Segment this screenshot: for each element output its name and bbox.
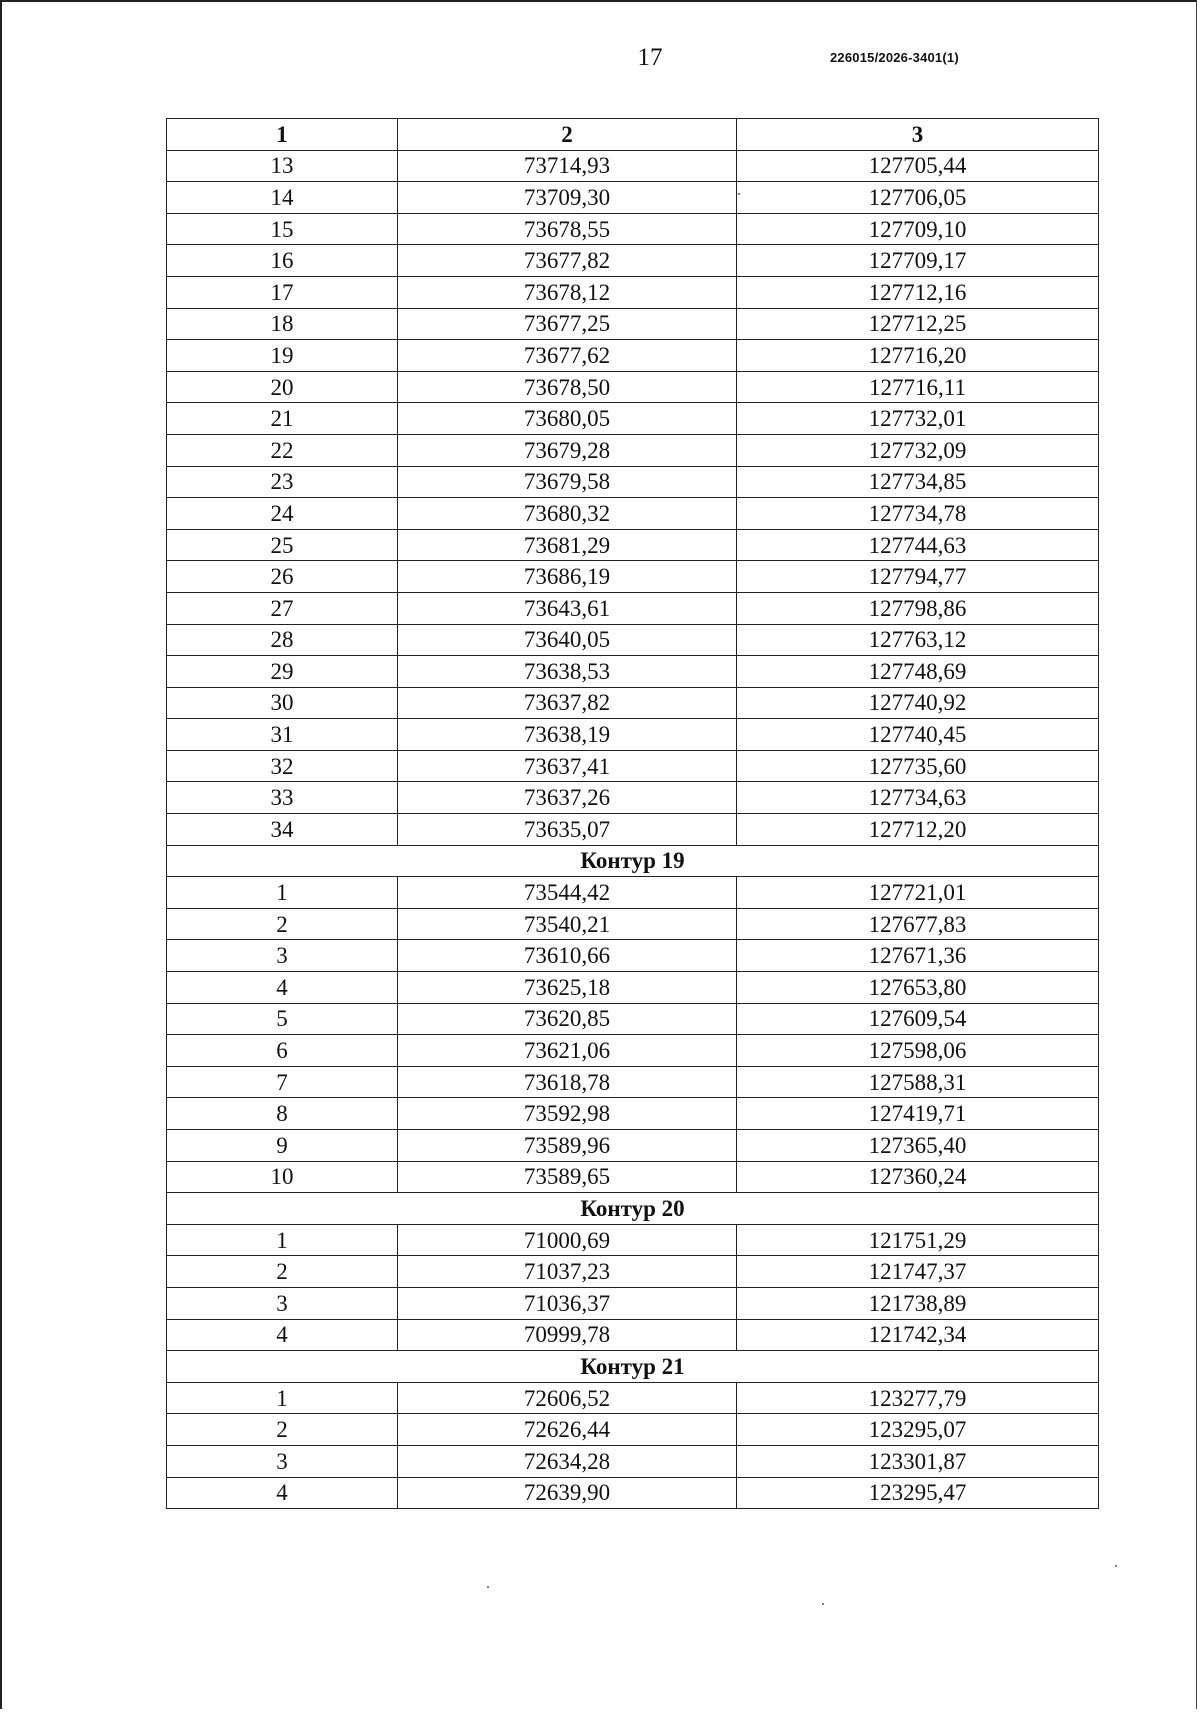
point-number-cell: 33 [167,782,398,814]
point-number-cell: 34 [167,814,398,846]
y-coordinate-cell: 123295,47 [737,1477,1099,1509]
x-coordinate-cell: 73589,96 [398,1130,737,1162]
table-row [167,1224,1099,1256]
y-coordinate-cell: 123295,07 [737,1414,1099,1446]
y-coordinate-cell: 127671,36 [737,940,1099,972]
y-coordinate-cell: 127740,45 [737,719,1099,751]
point-number-cell: 5 [167,1003,398,1035]
point-number-cell: 1 [167,877,398,909]
x-coordinate-cell: 71036,37 [398,1287,737,1319]
y-coordinate-cell: 127598,06 [737,1035,1099,1067]
y-coordinate-cell: 127716,20 [737,340,1099,372]
y-coordinate-cell: 127734,78 [737,498,1099,530]
point-number-cell: 13 [167,150,398,182]
x-coordinate-cell: 73638,19 [398,719,737,751]
point-number-cell: 4 [167,972,398,1004]
point-number-cell: 6 [167,1035,398,1067]
point-number-cell: 8 [167,1098,398,1130]
table-row [167,972,1099,1004]
contour-title: Контур 21 [167,1351,1099,1383]
table-row [167,308,1099,340]
table-row [167,434,1099,466]
table-row [167,1066,1099,1098]
x-coordinate-cell: 73709,30 [398,182,737,214]
point-number-cell: 24 [167,498,398,530]
table-row [167,1256,1099,1288]
y-coordinate-cell: 127734,63 [737,782,1099,814]
point-number-cell: 25 [167,529,398,561]
x-coordinate-cell: 73714,93 [398,150,737,182]
y-coordinate-cell: 121747,37 [737,1256,1099,1288]
table-row [167,1035,1099,1067]
scan-speck [487,1586,489,1588]
x-coordinate-cell: 73677,62 [398,340,737,372]
x-coordinate-cell: 73635,07 [398,814,737,846]
contour-section-row [167,1193,1099,1225]
point-number-cell: 3 [167,940,398,972]
x-coordinate-cell: 73681,29 [398,529,737,561]
table-row [167,561,1099,593]
x-coordinate-cell: 73618,78 [398,1066,737,1098]
point-number-cell: 29 [167,656,398,688]
x-coordinate-cell: 71037,23 [398,1256,737,1288]
point-number-cell: 1 [167,1224,398,1256]
y-coordinate-cell: 127712,16 [737,276,1099,308]
y-coordinate-cell: 127732,01 [737,403,1099,435]
y-coordinate-cell: 127794,77 [737,561,1099,593]
table-row [167,592,1099,624]
point-number-cell: 18 [167,308,398,340]
table-row [167,1161,1099,1193]
y-coordinate-cell: 123277,79 [737,1382,1099,1414]
y-coordinate-cell: 127735,60 [737,750,1099,782]
document-code: 226015/2026-3401(1) [830,50,959,65]
x-coordinate-cell: 73679,28 [398,434,737,466]
y-coordinate-cell: 127798,86 [737,592,1099,624]
y-coordinate-cell: 127734,85 [737,466,1099,498]
x-coordinate-cell: 73678,12 [398,276,737,308]
table-row [167,1445,1099,1477]
column-header-point: 1 [167,119,398,151]
x-coordinate-cell: 73680,32 [398,498,737,530]
point-number-cell: 9 [167,1130,398,1162]
y-coordinate-cell: 127653,80 [737,972,1099,1004]
y-coordinate-cell: 127609,54 [737,1003,1099,1035]
y-coordinate-cell: 127721,01 [737,877,1099,909]
y-coordinate-cell: 127360,24 [737,1161,1099,1193]
x-coordinate-cell: 71000,69 [398,1224,737,1256]
y-coordinate-cell: 127732,09 [737,434,1099,466]
column-header-x: 2 [398,119,737,151]
scan-speck [1115,1565,1117,1567]
table-row [167,1382,1099,1414]
point-number-cell: 19 [167,340,398,372]
x-coordinate-cell: 72634,28 [398,1445,737,1477]
scan-speck [822,1603,824,1605]
table-row [167,371,1099,403]
table-row [167,624,1099,656]
table-row [167,877,1099,909]
y-coordinate-cell: 127763,12 [737,624,1099,656]
x-coordinate-cell: 72606,52 [398,1382,737,1414]
x-coordinate-cell: 73677,25 [398,308,737,340]
x-coordinate-cell: 73643,61 [398,592,737,624]
y-coordinate-cell: 123301,87 [737,1445,1099,1477]
point-number-cell: 4 [167,1477,398,1509]
x-coordinate-cell: 73637,82 [398,687,737,719]
point-number-cell: 3 [167,1287,398,1319]
y-coordinate-cell: 121751,29 [737,1224,1099,1256]
point-number-cell: 20 [167,371,398,403]
y-coordinate-cell: 127712,20 [737,814,1099,846]
x-coordinate-cell: 73621,06 [398,1035,737,1067]
table-row [167,1098,1099,1130]
x-coordinate-cell: 73620,85 [398,1003,737,1035]
point-number-cell: 27 [167,592,398,624]
point-number-cell: 2 [167,1414,398,1446]
point-number-cell: 17 [167,276,398,308]
y-coordinate-cell: 121738,89 [737,1287,1099,1319]
point-number-cell: 22 [167,434,398,466]
x-coordinate-cell: 73678,55 [398,213,737,245]
table-row [167,908,1099,940]
column-header-y: 3 [737,119,1099,151]
table-row [167,150,1099,182]
point-number-cell: 16 [167,245,398,277]
x-coordinate-cell: 73680,05 [398,403,737,435]
point-number-cell: 21 [167,403,398,435]
point-number-cell: 32 [167,750,398,782]
point-number-cell: 2 [167,908,398,940]
contour-title: Контур 20 [167,1193,1099,1225]
table-row [167,1003,1099,1035]
x-coordinate-cell: 73544,42 [398,877,737,909]
table-row [167,403,1099,435]
x-coordinate-cell: 73679,58 [398,466,737,498]
y-coordinate-cell: 127740,92 [737,687,1099,719]
x-coordinate-cell: 73589,65 [398,1161,737,1193]
table-row [167,276,1099,308]
contour-title: Контур 19 [167,845,1099,877]
table-row [167,1287,1099,1319]
page-number: 17 [637,44,663,71]
point-number-cell: 4 [167,1319,398,1351]
x-coordinate-cell: 72639,90 [398,1477,737,1509]
x-coordinate-cell: 73678,50 [398,371,737,403]
point-number-cell: 14 [167,182,398,214]
x-coordinate-cell: 73637,41 [398,750,737,782]
x-coordinate-cell: 73610,66 [398,940,737,972]
y-coordinate-cell: 127712,25 [737,308,1099,340]
table-row [167,213,1099,245]
point-number-cell: 23 [167,466,398,498]
point-number-cell: 7 [167,1066,398,1098]
point-number-cell: 10 [167,1161,398,1193]
table-row [167,656,1099,688]
table-row [167,498,1099,530]
table-header-row [167,119,1099,151]
table-row [167,1414,1099,1446]
x-coordinate-cell: 73677,82 [398,245,737,277]
coordinates-table [166,118,1099,1509]
point-number-cell: 1 [167,1382,398,1414]
point-number-cell: 26 [167,561,398,593]
x-coordinate-cell: 70999,78 [398,1319,737,1351]
x-coordinate-cell: 73540,21 [398,908,737,940]
point-number-cell: 28 [167,624,398,656]
table-row [167,814,1099,846]
table-row [167,687,1099,719]
y-coordinate-cell: 127744,63 [737,529,1099,561]
y-coordinate-cell: 127716,11 [737,371,1099,403]
table-row [167,782,1099,814]
y-coordinate-cell: 121742,34 [737,1319,1099,1351]
table-row [167,529,1099,561]
table-row [167,940,1099,972]
x-coordinate-cell: 73638,53 [398,656,737,688]
coordinates-table-body [167,119,1099,1509]
y-coordinate-cell: 127709,10 [737,213,1099,245]
y-coordinate-cell: 127419,71 [737,1098,1099,1130]
point-number-cell: 30 [167,687,398,719]
y-coordinate-cell: 127709,17 [737,245,1099,277]
x-coordinate-cell: 73625,18 [398,972,737,1004]
table-row [167,245,1099,277]
table-row [167,466,1099,498]
y-coordinate-cell: 127706,05 [737,182,1099,214]
table-row [167,1477,1099,1509]
table-row [167,719,1099,751]
table-row [167,1130,1099,1162]
x-coordinate-cell: 73640,05 [398,624,737,656]
y-coordinate-cell: 127677,83 [737,908,1099,940]
x-coordinate-cell: 73686,19 [398,561,737,593]
table-row [167,182,1099,214]
point-number-cell: 2 [167,1256,398,1288]
table-row [167,750,1099,782]
point-number-cell: 3 [167,1445,398,1477]
y-coordinate-cell: 127588,31 [737,1066,1099,1098]
table-row [167,340,1099,372]
y-coordinate-cell: 127705,44 [737,150,1099,182]
x-coordinate-cell: 73592,98 [398,1098,737,1130]
y-coordinate-cell: 127748,69 [737,656,1099,688]
contour-section-row [167,1351,1099,1383]
scan-speck [738,193,740,195]
point-number-cell: 31 [167,719,398,751]
x-coordinate-cell: 73637,26 [398,782,737,814]
contour-section-row [167,845,1099,877]
x-coordinate-cell: 72626,44 [398,1414,737,1446]
table-row [167,1319,1099,1351]
point-number-cell: 15 [167,213,398,245]
y-coordinate-cell: 127365,40 [737,1130,1099,1162]
